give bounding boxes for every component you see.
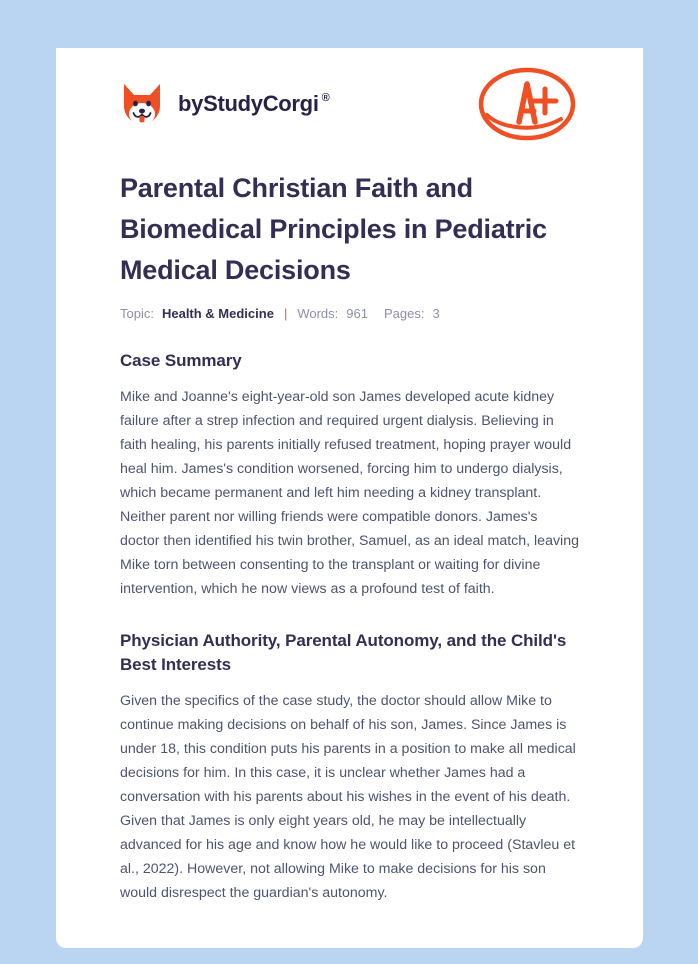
page-title: Parental Christian Faith and Biomedical Principles in Pediatric Medical Decisions	[120, 173, 547, 285]
section-paragraph-case-summary: Mike and Joanne's eight-year-old son James developed acute kidney failure after a strep infection and required urgent dialysis. Believing in faith healing, his parents initially refused treatment, hoping prayer would heal him. James's condition worsened, forcing him to undergo dialysis, which became permanent and left him needing a kidney transplant. Neither parent nor willing friends were compatible donors. James's doctor then identified his twin brother, Samuel, as an ideal match, leaving Mike torn between consenting to the transplant or waiting for divine intervention, which he now views as a profound test of faith.	[120, 389, 579, 597]
a-plus-grade-badge-icon	[475, 63, 579, 145]
brand-name: StudyCorgi	[203, 91, 319, 116]
meta-words-label: Words:	[297, 306, 339, 321]
meta-separator: |	[283, 306, 288, 321]
meta-topic-value[interactable]: Health & Medicine	[161, 306, 274, 321]
brand-wordmark	[178, 91, 329, 117]
meta-words-value: 961	[346, 306, 368, 321]
document-header	[120, 48, 579, 156]
brand-logo[interactable]	[120, 80, 329, 128]
section-heading-case-summary: Case Summary	[120, 351, 242, 370]
document-meta	[120, 306, 579, 321]
section-heading-physician-authority: Physician Authority, Parental Autonomy, and the Child's Best Interests	[120, 631, 567, 674]
meta-topic-label: Topic:	[120, 306, 154, 321]
corgi-face-icon	[120, 80, 164, 128]
meta-pages-value: 3	[432, 306, 440, 321]
meta-pages-label: Pages:	[383, 306, 425, 321]
brand-prefix: by	[178, 91, 204, 116]
registered-mark-icon: ®	[321, 92, 330, 104]
document-page-sheet	[56, 48, 643, 948]
section-paragraph-physician-authority: Given the specifics of the case study, the doctor should allow Mike to continue making decisions on behalf of his son, James. Since James is under 18, this condition puts his parents in a position to make all medical decisions for him. In this case, it is unclear whether James had a conversation with his parents about his wishes in the event of his death. Given that James is only eight years old, he may be intellectually advanced for his age and know how he would like to proceed (Stavleu et al., 2022). However, not allowing Mike to make decisions for his son would disrespect the guardian's autonomy.	[120, 693, 576, 901]
document-content	[56, 48, 643, 905]
